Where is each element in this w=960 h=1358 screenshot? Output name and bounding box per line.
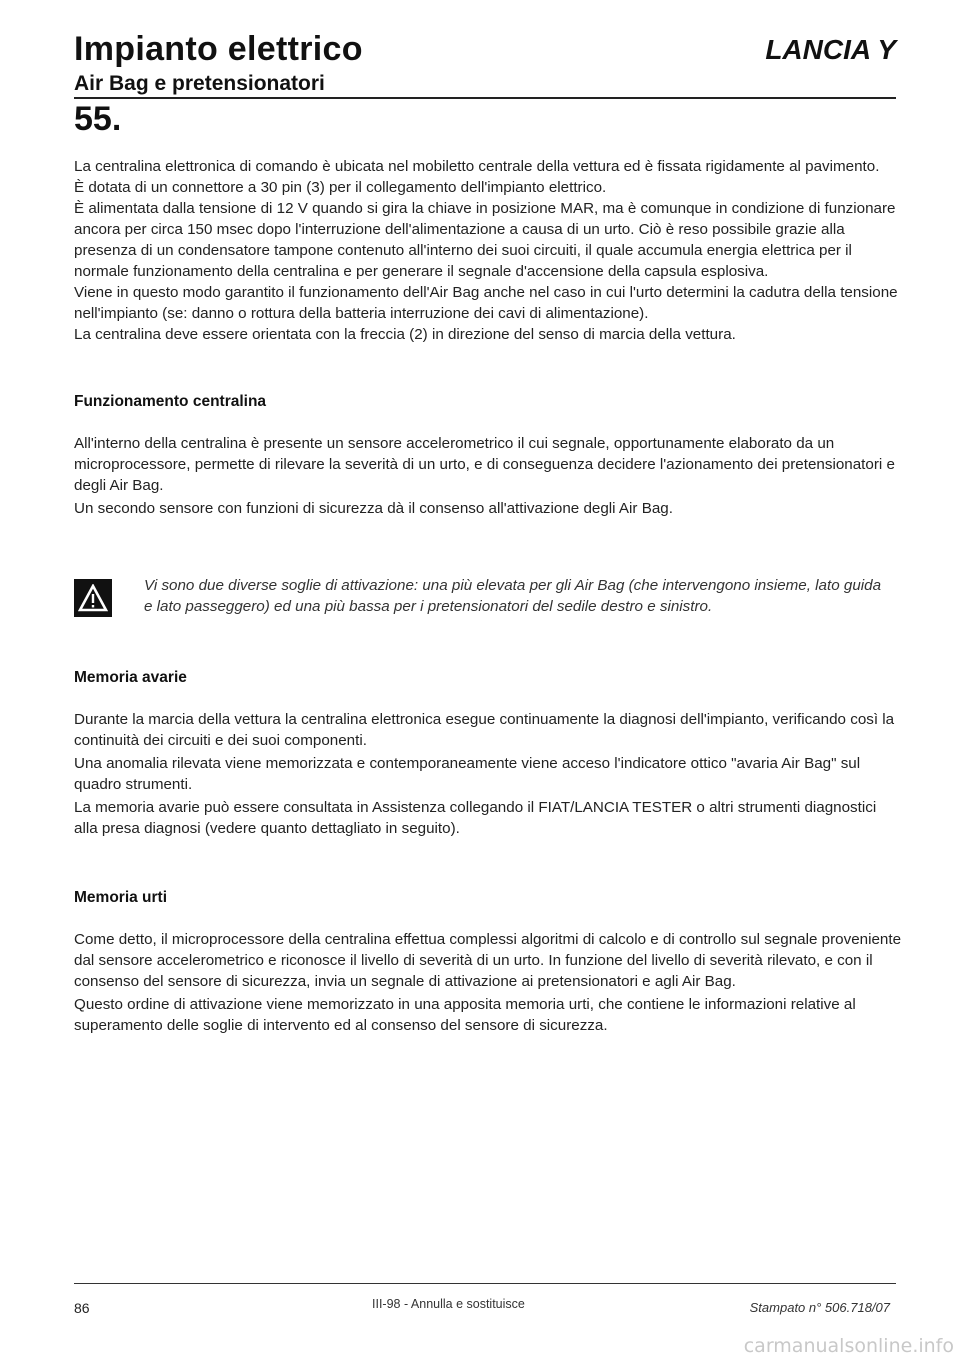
- section-paragraph: Una anomalia rilevata viene memorizzata e contemporaneamente viene acceso l'indicatore ottico "avaria Air Bag" sul quadro strumenti.: [74, 755, 861, 793]
- footer-divider: [74, 1283, 896, 1284]
- section-paragraph: Un secondo sensore con funzioni di sicurezza dà il consenso all'attivazione degli Air Bag.: [74, 500, 673, 517]
- print-reference: Stampato n° 506.718/07: [749, 1300, 890, 1315]
- section-paragraph: Durante la marcia della vettura la centralina elettronica esegue continuamente la diagnosi dell'impianto, verificando così la continuità dei circuiti e dei suoi componenti.: [74, 711, 895, 749]
- warning-note: [74, 575, 902, 617]
- brand-label: LANCIA Y: [765, 34, 896, 65]
- section-paragraph: La memoria avarie può essere consultata in Assistenza collegando il FIAT/LANCIA TESTER o altri strumenti diagnostici alla presa diagnosi (vedere quanto dettagliato in seguito).: [74, 799, 877, 837]
- header-divider: [74, 97, 896, 99]
- chapter-title: Impianto elettrico: [74, 30, 363, 68]
- warning-text: Vi sono due diverse soglie di attivazione: una più elevata per gli Air Bag (che intervengono insieme, lato guida e lato passeggero) ed una più bassa per i pretensionatori del sedile destro e sinistro.: [144, 577, 882, 615]
- warning-triangle-icon: [74, 579, 112, 617]
- intro-section: [74, 156, 902, 345]
- section-paragraph: All'interno della centralina è presente un sensore accelerometrico il cui segnale, opportunamente elaborato da un microprocessore, permette di rilevare la severità di un urto, e di conseguenza decidere l'azionamento dei pretensionatori e degli Air Bag.: [74, 435, 895, 494]
- intro-paragraph: La centralina deve essere orientata con la freccia (2) in direzione del senso di marcia della vettura.: [74, 326, 736, 343]
- page-content: [74, 156, 902, 1084]
- intro-paragraph: È alimentata dalla tensione di 12 V quando si gira la chiave in posizione MAR, ma è comunque in condizione di funzionare ancora per circa 150 msec dopo l'interruzione dell'alimentazione a causa di un urto. Ciò è reso possibile grazie alla presenza di un condensatore tampone contenuto all'interno dei suoi circuiti, il quale accumula energia elettrica per il normale funzionamento della centralina e per generare il segnale d'accensione della capsula esplosiva.: [74, 200, 896, 280]
- intro-paragraph: Viene in questo modo garantito il funzionamento dell'Air Bag anche nel caso in cui l'urto determini la cadutra della tensione nell'impianto (se: danno o rottura della batteria interruzione dei cavi di alimentazione).: [74, 284, 898, 322]
- watermark: carmanualsonline.info: [743, 1335, 954, 1357]
- intro-paragraph: La centralina elettronica di comando è ubicata nel mobiletto centrale della vettura ed è fissata rigidamente al pavimento.: [74, 158, 880, 175]
- section-number: 55.: [74, 100, 122, 138]
- page-number: 86: [74, 1300, 90, 1316]
- section-memoria-urti: [74, 887, 902, 1036]
- section-heading: Memoria avarie: [74, 669, 187, 686]
- chapter-subtitle: Air Bag e pretensionatori: [74, 72, 325, 95]
- section-heading: Funzionamento centralina: [74, 393, 267, 410]
- section-heading: Memoria urti: [74, 889, 168, 906]
- intro-paragraph: È dotata di un connettore a 30 pin (3) per il collegamento dell'impianto elettrico.: [74, 179, 607, 196]
- section-paragraph: Come detto, il microprocessore della centralina effettua complessi algoritmi di calcolo e di controllo sul segnale proveniente dal sensore accelerometrico e riconosce il livello di severità di un urto. In funzione del livello di severità rilevato, e con il consenso del sensore di sicurezza, invia un segnale di attivazione ai pretensionatori e agli Air Bag.: [74, 931, 902, 990]
- section-memoria-avarie: [74, 667, 902, 839]
- revision-note: III-98 - Annulla e sostituisce: [372, 1297, 525, 1311]
- section-funzionamento: [74, 391, 902, 519]
- section-paragraph: Questo ordine di attivazione viene memorizzato in una apposita memoria urti, che contiene le informazioni relative al superamento delle soglie di intervento ed al consenso del sensore di sicurezza.: [74, 996, 856, 1034]
